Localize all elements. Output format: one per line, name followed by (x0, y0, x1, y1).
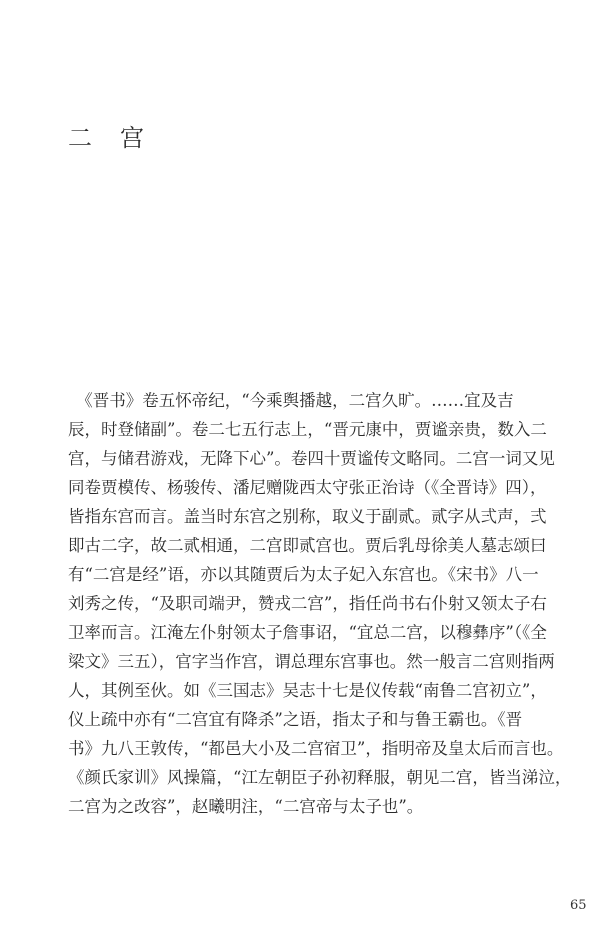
text-line-12: 仪上疏中亦有“二宫宜有降杀”之语，指太子和与鲁王霸也。《晋 (68, 710, 523, 729)
text-line-5: 皆指东宫而言。盖当时东宫之别称，取义于副贰。贰字从弍声，弍 (68, 507, 547, 526)
text-line-2: 辰，时登储副”。卷二七五行志上，“晋元康中，贾谧亲贵，数入二 (68, 420, 547, 439)
text-line-4: 同卷贾模传、杨骏传、潘尼赠陇西太守张正治诗（《全晋诗》四）， (68, 478, 547, 497)
text-line-9: 卫率而言。江淹左仆射领太子詹事诏，“宜总二宫，以穆彝序”（《全 (68, 623, 547, 642)
title-char-1: 二 (68, 124, 94, 152)
text-line-15: 二宫为之改容”，赵曦明注，“二宫帝与太子也”。 (68, 797, 424, 816)
text-line-3: 宫，与储君游戏，无降下心”。卷四十贾谧传文略同。二宫一词又见 (68, 449, 555, 468)
body-paragraph (68, 386, 572, 821)
title-char-2: 宫 (120, 124, 146, 152)
text-line-8: 刘秀之传，“及职司端尹，赞戎二宫”，指任尚书右仆射又领太子右 (68, 594, 547, 613)
text-line-1: 《晋书》卷五怀帝纪，“今乘舆播越，二宫久旷。……宜及吉 (68, 391, 514, 410)
text-line-11: 人，其例至伙。如《三国志》吴志十七是仪传载“南鲁二宫初立”， (68, 681, 547, 700)
page-number: 65 (570, 898, 587, 913)
text-line-7: 有“二宫是经”语，亦以其随贾后为太子妃入东宫也。《宋书》八一 (68, 565, 539, 584)
text-line-13: 书》九八王敦传，“都邑大小及二宫宿卫”，指明帝及皇太后而言也。 (68, 739, 564, 758)
text-line-6: 即古二字，故二贰相通，二宫即贰宫也。贾后乳母徐美人墓志颂曰 (68, 536, 547, 555)
page-title (68, 118, 146, 153)
text-line-14: 《颜氏家训》风操篇，“江左朝臣子孙初释服，朝见二宫，皆当涕泣， (68, 768, 572, 787)
text-line-10: 梁文》三五），官字当作宫，谓总理东宫事也。然一般言二宫则指两 (68, 652, 555, 671)
